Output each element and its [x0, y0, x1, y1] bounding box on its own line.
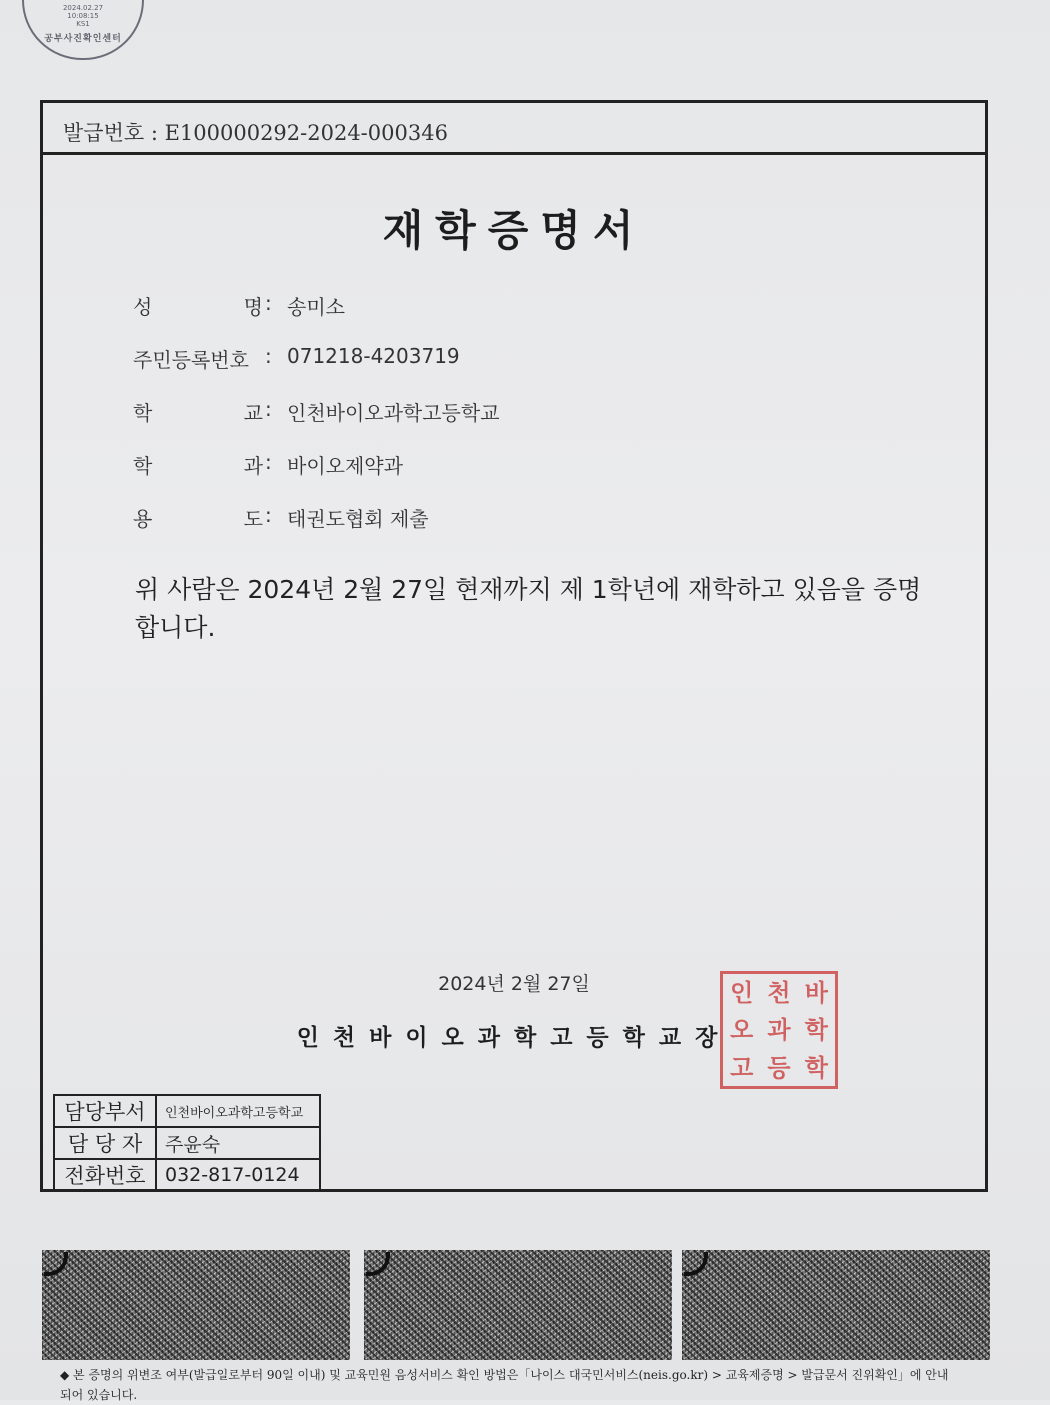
certification-stamp	[22, 0, 144, 60]
issue-date: 2024년 2월 27일	[438, 973, 590, 995]
barcode-block	[42, 1250, 350, 1360]
seal-char: 등	[767, 1052, 791, 1082]
seal-char: 오	[730, 1015, 754, 1045]
field-label: 성 명	[133, 295, 263, 319]
seal-char: 고	[730, 1052, 754, 1082]
stamp-date: 2024.02.27	[62, 4, 104, 12]
seal-char: 인	[730, 978, 754, 1007]
field-label: 학 과	[133, 454, 263, 478]
contact-value: 인천바이오과학고등학교	[156, 1095, 320, 1127]
field-label: 학 교	[133, 401, 263, 425]
barcode-corner-icon	[44, 1252, 68, 1276]
seal-char: 천	[767, 978, 791, 1007]
barcode-block	[364, 1250, 672, 1360]
contact-key: 담 당 자	[54, 1127, 156, 1159]
stamp-ring-text: 공부사진확인센터	[44, 34, 122, 44]
barcode-block	[682, 1250, 990, 1360]
field-label: 주민등록번호	[133, 348, 249, 372]
field-label: 용 도	[133, 507, 263, 531]
contact-key: 담당부서	[54, 1095, 156, 1127]
field-value: 바이오제약과	[287, 454, 403, 478]
field-colon: :	[265, 397, 272, 421]
verification-barcodes	[42, 1250, 988, 1360]
statement-text: 위 사람은 2024년 2월 27일 현재까지 제 1학년에 재학하고 있음을 증명합니다.	[135, 575, 922, 642]
contact-row	[54, 1159, 320, 1191]
school-seal	[720, 971, 838, 1089]
field-colon: :	[265, 503, 272, 527]
field-colon: :	[265, 344, 272, 368]
seal-char: 바	[804, 978, 828, 1007]
document-title: 재학증명서	[382, 206, 646, 255]
stamp-code: KS1	[76, 20, 90, 28]
stamp-time: 10:08:15	[67, 12, 99, 20]
contact-table	[53, 1094, 321, 1192]
field-colon: :	[265, 450, 272, 474]
issue-number: 발급번호 : E100000292-2024-000346	[43, 103, 985, 155]
seal-char: 학	[804, 1015, 828, 1045]
barcode-corner-icon	[366, 1252, 390, 1276]
seal-char: 학	[804, 1052, 828, 1082]
field-value: 071218-4203719	[287, 344, 460, 368]
verification-footnote: ◆ 본 증명의 위변조 여부(발급일로부터 90일 이내) 및 교육민원 음성서비스 확인 방법은「나이스 대국민서비스(neis.go.kr) > 교육제증명 > 발급문서 진위확인」에 안내되어 있습니다.	[60, 1368, 949, 1402]
contact-key: 전화번호	[54, 1159, 156, 1191]
field-colon: :	[265, 291, 272, 315]
barcode-corner-icon	[684, 1252, 708, 1276]
field-value: 태권도협회 제출	[287, 507, 429, 531]
contact-value: 주윤숙	[156, 1127, 320, 1159]
seal-char: 과	[767, 1015, 791, 1045]
field-value: 송미소	[287, 295, 345, 319]
field-value: 인천바이오과학고등학교	[287, 401, 500, 425]
contact-row	[54, 1095, 320, 1127]
contact-row	[54, 1127, 320, 1159]
certificate-frame	[40, 100, 988, 1192]
principal-signature: 인천바이오과학고등학교장	[296, 1024, 732, 1051]
contact-value: 032-817-0124	[156, 1159, 320, 1191]
